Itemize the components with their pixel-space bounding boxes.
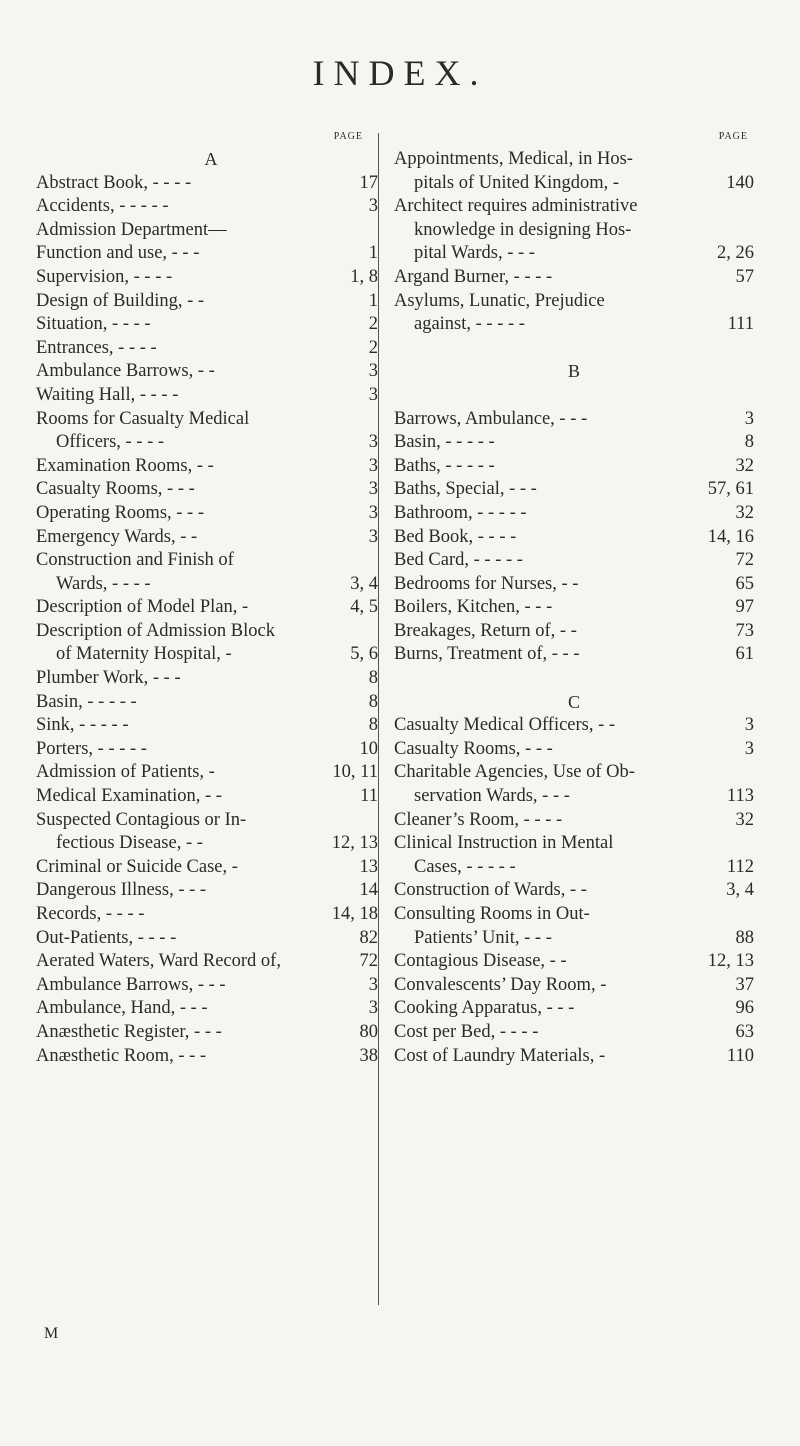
entry-page: 8 (368, 691, 378, 712)
entry-page: 2, 26 (717, 243, 754, 264)
signature-mark: M (44, 1325, 59, 1342)
index-entry (394, 832, 754, 856)
index-entry (394, 219, 754, 243)
index-entry (394, 290, 754, 314)
entry-page: 80 (359, 1021, 378, 1042)
entry-text: Criminal or Suicide Case, - (36, 856, 238, 877)
index-entry (394, 761, 754, 785)
right-entries (394, 148, 754, 1068)
entry-text: pital Wards, - - - (414, 243, 535, 264)
index-entry (394, 172, 754, 196)
section-letter: A (204, 149, 218, 169)
entry-text: Basin, - - - - - (394, 432, 495, 453)
index-entry (394, 1045, 754, 1069)
index-entry (36, 691, 386, 715)
entry-text: Abstract Book, - - - - (36, 172, 192, 193)
index-entry (36, 879, 386, 903)
index-entry (394, 242, 754, 266)
page-column-header: PAGE (718, 131, 748, 142)
entry-page: 63 (735, 1021, 754, 1042)
entry-page: 112 (726, 856, 754, 877)
entry-page: 8 (368, 668, 378, 689)
entry-page: 10, 11 (332, 762, 378, 783)
entry-text: Burns, Treatment of, - - - (394, 644, 580, 665)
entry-text: Argand Burner, - - - - (394, 266, 553, 287)
entry-page: 82 (359, 927, 378, 948)
index-entry (36, 974, 386, 998)
entry-text: Bathroom, - - - - - (394, 502, 527, 523)
index-entry (36, 832, 386, 856)
index-entry (394, 549, 754, 573)
index-entry (394, 879, 754, 903)
entry-text: of Maternity Hospital, - (56, 644, 232, 665)
entry-page: 111 (727, 314, 754, 335)
index-entry (36, 1021, 386, 1045)
entry-page: 3, 4 (726, 880, 754, 901)
index-entry (36, 620, 386, 644)
entry-page: 97 (735, 597, 754, 618)
entry-text: Dangerous Illness, - - - (36, 880, 207, 901)
index-entry (394, 856, 754, 880)
entry-text: Cleaner’s Room, - - - - (394, 809, 563, 830)
entry-text: Admission Department— (36, 219, 227, 240)
entry-text: Basin, - - - - - (36, 691, 137, 712)
entry-page: 12, 13 (331, 833, 378, 854)
index-entry (394, 997, 754, 1021)
entry-text: Charitable Agencies, Use of Ob- (394, 762, 635, 783)
entry-text: Baths, Special, - - - (394, 479, 537, 500)
index-entry (36, 313, 386, 337)
left-column (36, 131, 386, 1066)
entry-page: 113 (726, 786, 754, 807)
entry-page: 3 (368, 196, 378, 217)
entry-text: Emergency Wards, - - (36, 526, 198, 547)
index-entry (36, 785, 386, 809)
index-entry (36, 266, 386, 290)
entry-text: Bed Book, - - - - (394, 526, 517, 547)
section-letter: B (567, 361, 580, 382)
entry-text: Construction of Wards, - - (394, 880, 587, 901)
entry-text: Cooking Apparatus, - - - (394, 998, 575, 1019)
entry-page: 61 (735, 644, 754, 665)
entry-text: Aerated Waters, Ward Record of, (36, 951, 281, 972)
page-column-header: PAGE (333, 131, 363, 142)
entry-text: Construction and Finish of (36, 550, 234, 571)
entry-page: 3 (368, 384, 378, 405)
entry-text: Entrances, - - - - (36, 337, 157, 358)
entry-page: 3 (368, 502, 378, 523)
index-entry (36, 290, 386, 314)
entry-page: 8 (368, 715, 378, 736)
entry-page: 72 (359, 951, 378, 972)
entry-page: 65 (735, 573, 754, 594)
index-entry (394, 596, 754, 620)
entry-page: 1 (368, 290, 378, 311)
entry-text: Bed Card, - - - - - (394, 550, 523, 571)
index-entry (394, 148, 754, 172)
entry-text: Plumber Work, - - - (36, 668, 181, 689)
entry-page: 57, 61 (707, 479, 754, 500)
entry-text: Anæsthetic Register, - - - (36, 1021, 222, 1042)
right-column (394, 131, 754, 1066)
index-entry (36, 997, 386, 1021)
entry-page: 3 (744, 715, 754, 736)
entry-page: 1, 8 (350, 266, 378, 287)
index-entry (394, 502, 754, 526)
index-entry (394, 643, 754, 667)
entry-text: against, - - - - - (414, 314, 525, 335)
entry-text: Casualty Medical Officers, - - (394, 715, 616, 736)
entry-page: 37 (735, 974, 754, 995)
entry-page: 1 (368, 243, 378, 264)
entry-page: 32 (735, 809, 754, 830)
entry-text: Architect requires administrative (394, 196, 638, 217)
entry-text: Suspected Contagious or In- (36, 809, 247, 830)
entry-text: Porters, - - - - - (36, 738, 147, 759)
entry-text: Barrows, Ambulance, - - - (394, 408, 588, 429)
index-entry (36, 761, 386, 785)
index-entry (394, 431, 754, 455)
entry-page: 12, 13 (707, 951, 754, 972)
entry-text: Breakages, Return of, - - (394, 620, 577, 641)
entry-text: Officers, - - - - (56, 432, 165, 453)
index-entry (36, 573, 386, 597)
index-entry (36, 596, 386, 620)
index-entry (36, 337, 386, 361)
entry-page: 13 (359, 856, 378, 877)
index-entry (394, 266, 754, 290)
index-entry (394, 408, 754, 432)
entry-page: 5, 6 (350, 644, 378, 665)
entry-text: Ambulance, Hand, - - - (36, 998, 208, 1019)
entry-text: fectious Disease, - - (56, 833, 203, 854)
entry-text: Asylums, Lunatic, Prejudice (394, 290, 605, 311)
index-entry (36, 950, 386, 974)
index-entry (36, 431, 386, 455)
entry-page: 4, 5 (350, 597, 378, 618)
index-entry (36, 809, 386, 833)
entry-text: Consulting Rooms in Out- (394, 904, 590, 924)
entry-text: Casualty Rooms, - - - (36, 479, 195, 500)
index-entry (394, 620, 754, 644)
entry-text: Appointments, Medical, in Hos- (394, 149, 633, 169)
entry-page: 88 (735, 927, 754, 948)
entry-text: Description of Model Plan, - (36, 597, 249, 618)
index-entry (36, 549, 386, 573)
index-entry (394, 950, 754, 974)
entry-text: Contagious Disease, - - (394, 951, 567, 972)
entry-text: servation Wards, - - - (414, 786, 570, 807)
page-title: INDEX. (312, 53, 488, 93)
entry-text: Out-Patients, - - - - (36, 927, 177, 948)
section-gap (394, 337, 754, 361)
index-entry (36, 1045, 386, 1069)
index-entry (36, 219, 386, 243)
section-gap (394, 384, 754, 408)
entry-page: 32 (735, 455, 754, 476)
entry-text: Operating Rooms, - - - (36, 502, 205, 523)
entry-text: Description of Admission Block (36, 620, 275, 641)
entry-text: Function and use, - - - (36, 243, 200, 264)
entry-text: Cost per Bed, - - - - (394, 1021, 539, 1042)
index-entry (36, 172, 386, 196)
entry-text: Patients’ Unit, - - - (414, 927, 552, 948)
entry-page: 14, 16 (707, 526, 754, 547)
entry-page: 73 (735, 620, 754, 641)
section-gap (394, 667, 754, 691)
index-entry (394, 714, 754, 738)
entry-page: 3 (368, 974, 378, 995)
index-entry (36, 714, 386, 738)
entry-text: Wards, - - - - (56, 573, 151, 594)
entry-text: Bedrooms for Nurses, - - (394, 573, 579, 594)
entry-page: 110 (726, 1045, 754, 1066)
entry-text: Ambulance Barrows, - - - (36, 974, 226, 995)
entry-text: pitals of United Kingdom, - (414, 172, 620, 193)
index-entry (394, 313, 754, 337)
entry-page: 3, 4 (350, 573, 378, 594)
entry-text: Convalescents’ Day Room, - (394, 974, 607, 995)
entry-text: Design of Building, - - (36, 290, 205, 311)
index-entry (36, 526, 386, 550)
index-entry (36, 408, 386, 432)
index-entry (394, 903, 754, 927)
entry-text: Sink, - - - - - (36, 715, 129, 736)
index-entry (36, 738, 386, 762)
entry-text: Supervision, - - - - (36, 266, 173, 287)
entry-text: Rooms for Casualty Medical (36, 408, 250, 429)
entry-page: 3 (744, 408, 754, 429)
index-entry (394, 927, 754, 951)
entry-page: 38 (359, 1045, 378, 1066)
entry-page: 72 (735, 550, 754, 571)
entry-page: 96 (735, 998, 754, 1019)
index-entry (36, 856, 386, 880)
index-entry (36, 903, 386, 927)
entry-text: knowledge in designing Hos- (414, 219, 632, 240)
index-entry (36, 643, 386, 667)
entry-page: 2 (368, 337, 378, 358)
entry-page: 3 (368, 998, 378, 1019)
entry-page: 3 (744, 738, 754, 759)
section-letter: C (567, 691, 580, 712)
entry-text: Clinical Instruction in Mental (394, 833, 614, 854)
index-entry (394, 195, 754, 219)
entry-text: Boilers, Kitchen, - - - (394, 597, 553, 618)
entry-text: Records, - - - - (36, 904, 145, 924)
index-entry (394, 478, 754, 502)
index-entry (36, 478, 386, 502)
index-entry (36, 195, 386, 219)
index-entry (394, 738, 754, 762)
entry-text: Examination Rooms, - - (36, 455, 214, 476)
entry-page: 14, 18 (331, 904, 378, 924)
index-entry (394, 455, 754, 479)
entry-text: Cases, - - - - - (414, 856, 516, 877)
index-entry (36, 242, 386, 266)
entry-text: Anæsthetic Room, - - - (36, 1045, 207, 1066)
entry-page: 11 (360, 786, 378, 807)
index-entry (394, 785, 754, 809)
index-entry (394, 1021, 754, 1045)
entry-page: 8 (744, 432, 754, 453)
index-entry (394, 526, 754, 550)
index-entry (36, 360, 386, 384)
entry-text: Baths, - - - - - (394, 455, 495, 476)
entry-text: Cost of Laundry Materials, - (394, 1045, 606, 1066)
index-entry (36, 927, 386, 951)
index-entry (394, 809, 754, 833)
entry-page: 14 (359, 880, 378, 901)
entry-text: Casualty Rooms, - - - (394, 738, 553, 759)
entry-text: Admission of Patients, - (36, 762, 215, 783)
entry-page: 3 (368, 479, 378, 500)
left-entries (36, 148, 386, 1068)
index-entry (394, 974, 754, 998)
entry-text: Ambulance Barrows, - - (36, 361, 215, 382)
index-entry (36, 502, 386, 526)
index-entry (36, 667, 386, 691)
entry-text: Situation, - - - - (36, 314, 151, 335)
index-entry (36, 455, 386, 479)
index-entry (394, 573, 754, 597)
entry-text: Medical Examination, - - (36, 786, 222, 807)
entry-page: 3 (368, 361, 378, 382)
entry-page: 3 (368, 455, 378, 476)
entry-page: 3 (368, 432, 378, 453)
entry-page: 57 (735, 266, 754, 287)
entry-text: Waiting Hall, - - - - (36, 384, 179, 405)
entry-page: 3 (368, 526, 378, 547)
entry-text: Accidents, - - - - - (36, 196, 169, 217)
entry-page: 10 (359, 738, 378, 759)
index-entry (36, 384, 386, 408)
entry-page: 140 (726, 172, 754, 193)
entry-page: 32 (735, 502, 754, 523)
entry-page: 17 (359, 172, 378, 193)
entry-page: 2 (368, 314, 378, 335)
